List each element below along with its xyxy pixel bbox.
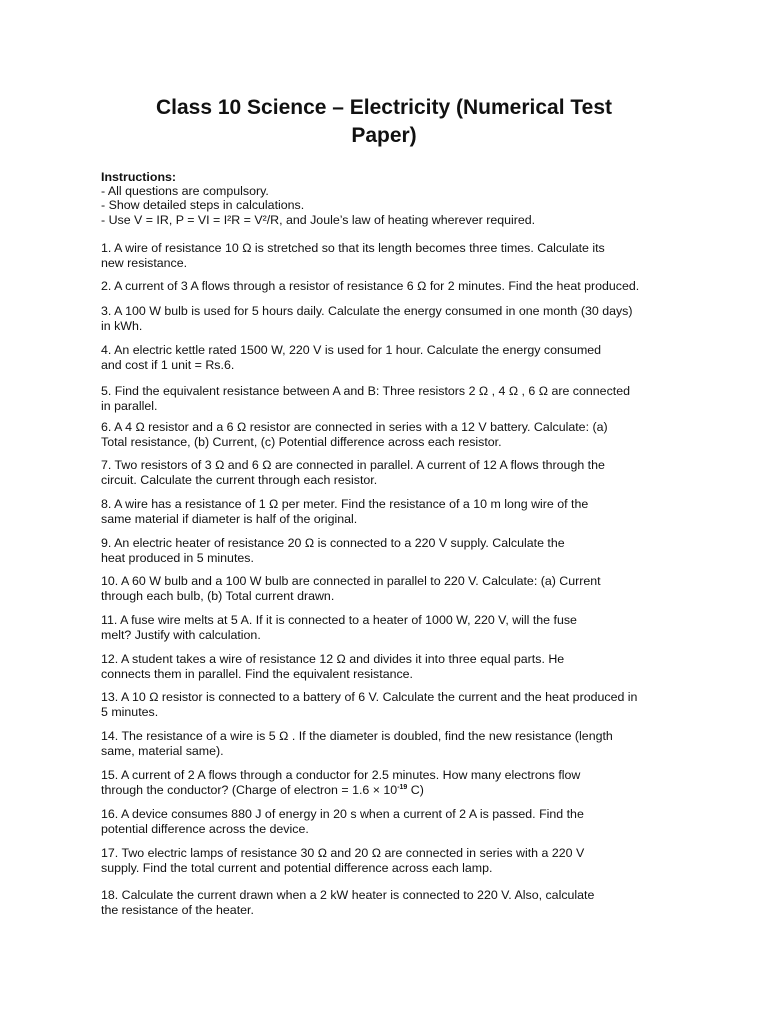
question-line: heat produced in 5 minutes.	[101, 551, 254, 566]
instructions-heading: Instructions:	[101, 170, 177, 184]
question-line: potential difference across the device.	[101, 822, 309, 837]
question-line: 3. A 100 W bulb is used for 5 hours daily. Calculate the energy consumed in one month (30 days)	[101, 304, 633, 318]
title-line-2: Paper)	[351, 124, 417, 147]
question-17	[101, 846, 676, 877]
instructions-block	[101, 170, 681, 227]
instruction-item: - Use V = IR, P = VI = I²R = V²/R, and Joule’s law of heating wherever required.	[101, 212, 536, 227]
question-line-text: through the conductor? (Charge of electron = 1.6 × 10	[101, 783, 398, 798]
question-line: 5 minutes.	[101, 705, 159, 720]
question-line: melt? Justify with calculation.	[101, 628, 261, 643]
question-line: 11. A fuse wire melts at 5 A. If it is connected to a heater of 1000 W, 220 V, will the fuse	[101, 613, 577, 627]
instruction-item: - Show detailed steps in calculations.	[101, 198, 305, 213]
question-6	[101, 420, 676, 451]
question-line: and cost if 1 unit = Rs.6.	[101, 358, 235, 373]
question-line: 12. A student takes a wire of resistance 12 Ω and divides it into three equal parts. He	[101, 652, 565, 666]
question-line: 10. A 60 W bulb and a 100 W bulb are connected in parallel to 220 V. Calculate: (a) Current	[101, 574, 601, 588]
question-line: same, material same).	[101, 744, 224, 759]
question-line: 2. A current of 3 A flows through a resistor of resistance 6 Ω for 2 minutes. Find the heat produced.	[101, 279, 640, 293]
question-line: 7. Two resistors of 3 Ω and 6 Ω are connected in parallel. A current of 12 A flows through the	[101, 458, 605, 472]
question-line: in kWh.	[101, 319, 143, 334]
question-line: 8. A wire has a resistance of 1 Ω per meter. Find the resistance of a 10 m long wire of the	[101, 497, 589, 511]
question-line: 5. Find the equivalent resistance between A and B: Three resistors 2 Ω , 4 Ω , 6 Ω are connected	[101, 384, 630, 398]
question-line: 17. Two electric lamps of resistance 30 Ω and 20 Ω are connected in series with a 220 V	[101, 846, 585, 860]
question-line: in parallel.	[101, 399, 158, 414]
question-5	[101, 384, 676, 415]
question-line: 15. A current of 2 A flows through a conductor for 2.5 minutes. How many electrons flow	[101, 768, 581, 782]
question-line: supply. Find the total current and potential difference across each lamp.	[101, 861, 493, 876]
question-2	[101, 279, 676, 294]
question-line: the resistance of the heater.	[101, 903, 254, 918]
title-line-1: Class 10 Science – Electricity (Numerical Test	[155, 96, 612, 119]
question-14	[101, 729, 676, 760]
question-3	[101, 304, 676, 335]
question-13	[101, 690, 676, 721]
question-4	[101, 343, 676, 374]
exponent: -19	[397, 784, 408, 792]
question-15	[101, 768, 676, 799]
question-16	[101, 807, 676, 838]
question-line: 6. A 4 Ω resistor and a 6 Ω resistor are connected in series with a 12 V battery. Calculate: (a)	[101, 420, 608, 434]
question-line: same material if diameter is half of the original.	[101, 512, 358, 527]
question-line: Total resistance, (b) Current, (c) Potential difference across each resistor.	[101, 435, 502, 450]
question-line: connects them in parallel. Find the equivalent resistance.	[101, 667, 414, 682]
question-line: 9. An electric heater of resistance 20 Ω is connected to a 220 V supply. Calculate the	[101, 536, 565, 550]
question-line: 4. An electric kettle rated 1500 W, 220 V is used for 1 hour. Calculate the energy consumed	[101, 343, 602, 357]
question-line: 13. A 10 Ω resistor is connected to a battery of 6 V. Calculate the current and the heat produced in	[101, 690, 638, 704]
question-12	[101, 652, 676, 683]
question-line: 1. A wire of resistance 10 Ω is stretched so that its length becomes three times. Calculate its	[101, 241, 605, 255]
question-11	[101, 613, 676, 644]
question-9	[101, 536, 676, 567]
question-10	[101, 574, 676, 605]
question-line: circuit. Calculate the current through each resistor.	[101, 473, 378, 488]
question-line-tail: C)	[407, 783, 424, 798]
question-line: 18. Calculate the current drawn when a 2 kW heater is connected to 220 V. Also, calculate	[101, 888, 595, 902]
question-line: new resistance.	[101, 256, 188, 271]
question-8	[101, 497, 676, 528]
question-line: 14. The resistance of a wire is 5 Ω . If the diameter is doubled, find the new resistance (length	[101, 729, 613, 743]
question-line	[101, 783, 676, 798]
instruction-item: - All questions are compulsory.	[101, 184, 269, 199]
page-title	[100, 94, 668, 150]
question-line: through each bulb, (b) Total current drawn.	[101, 589, 335, 604]
question-line: 16. A device consumes 880 J of energy in 20 s when a current of 2 A is passed. Find the	[101, 807, 584, 821]
question-7	[101, 458, 676, 489]
question-1	[101, 241, 676, 272]
question-18	[101, 888, 676, 919]
